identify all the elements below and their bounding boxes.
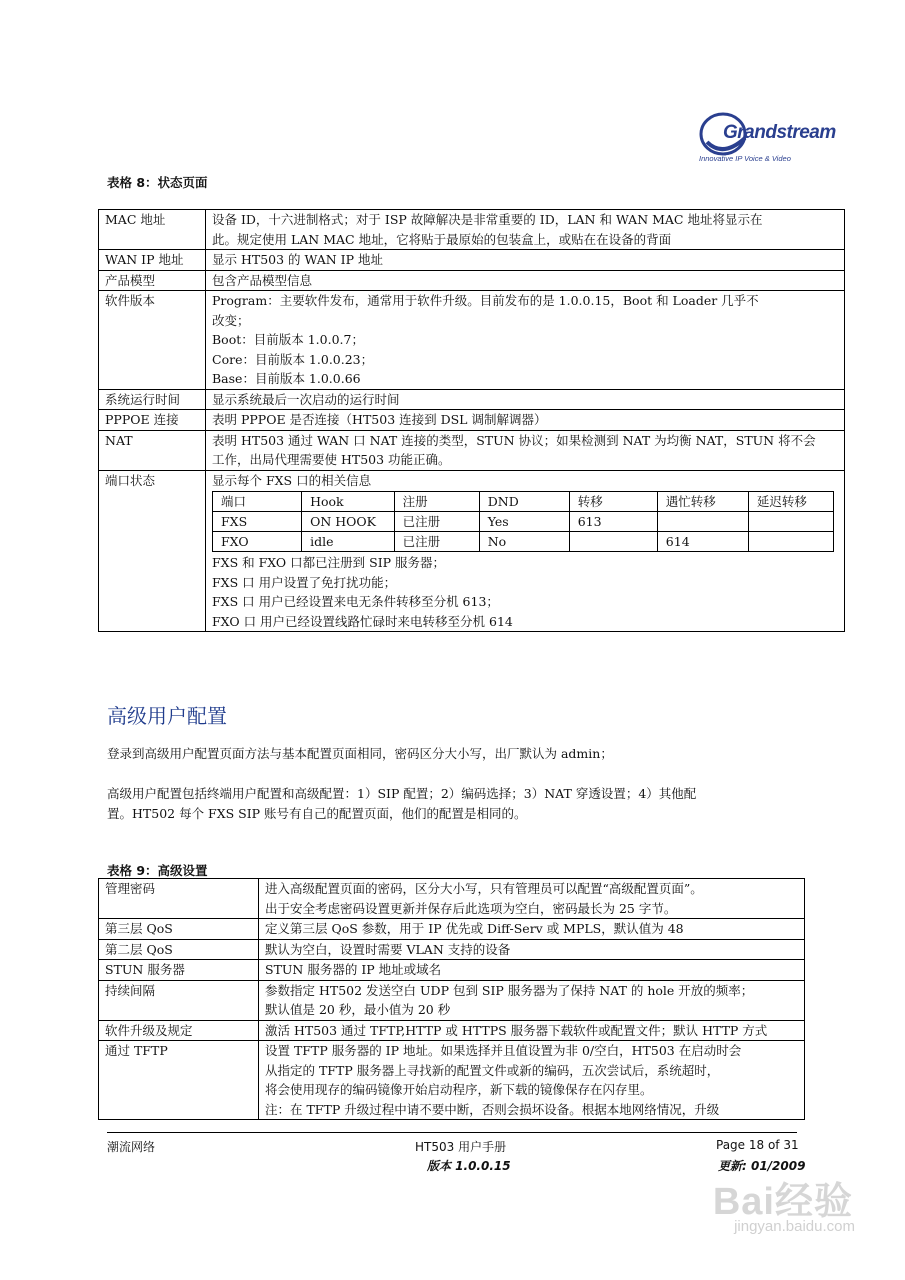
status-description [206, 270, 845, 291]
port-column-header: DND [479, 492, 569, 512]
setting-row [99, 980, 805, 1020]
port-header-row [213, 492, 834, 512]
setting-description-line: 设置 TFTP 服务器的 IP 地址。如果选择并且值设置为非 0/空白，HT503 在启动时会 [265, 1043, 742, 1058]
setting-description-line: 将会使用现存的编码镜像开始启动程序，新下载的镜像保存在闪存里。 [265, 1082, 653, 1097]
status-row [99, 410, 845, 431]
port-column-header: 遇忙转移 [657, 492, 748, 512]
status-row [99, 210, 845, 250]
status-row [99, 291, 845, 390]
status-row [99, 270, 845, 291]
status-label: NAT [99, 430, 206, 470]
setting-description [259, 919, 805, 940]
port-cell [657, 512, 748, 532]
port-cell [748, 532, 833, 552]
port-cell: Yes [479, 512, 569, 532]
grandstream-logo [693, 108, 836, 170]
setting-description [259, 960, 805, 981]
setting-label: 第二层 QoS [99, 939, 259, 960]
setting-row [99, 879, 805, 919]
port-cell [748, 512, 833, 532]
port-status-cell [206, 470, 845, 632]
setting-description-line: 默认为空白，设置时需要 VLAN 支持的设备 [265, 941, 511, 957]
config-paragraph-line: 置。HT502 每个 FXS SIP 账号有自己的配置页面，他们的配置是相同的。 [107, 805, 527, 821]
port-cell: 614 [657, 532, 748, 552]
port-cell: ON HOOK [302, 512, 395, 532]
setting-description-line: 从指定的 TFTP 服务器上寻找新的配置文件或新的编码，五次尝试后，系统超时， [265, 1062, 720, 1078]
status-description-line: Boot：目前版本 1.0.0.7； [212, 332, 364, 347]
status-description-line: 表明 HT503 通过 WAN 口 NAT 连接的类型，STUN 协议；如果检测到 NAT 为均衡 NAT，STUN 将不会 [212, 432, 816, 448]
status-label: WAN IP 地址 [99, 250, 206, 271]
config-paragraph [107, 784, 787, 823]
setting-description [259, 1020, 805, 1041]
status-row [99, 430, 845, 470]
setting-description [259, 939, 805, 960]
status-label: PPPOE 连接 [99, 410, 206, 431]
port-cell: idle [302, 532, 395, 552]
port-cell: 613 [569, 512, 657, 532]
setting-description-line: 默认值是 20 秒，最小值为 20 秒 [265, 1002, 451, 1017]
status-row [99, 250, 845, 271]
intro-paragraph: 登录到高级用户配置页面方法与基本配置页面相同，密码区分大小写，出厂默认为 admin； [107, 746, 613, 761]
setting-description-line: 定义第三层 QoS 参数，用于 IP 优先或 Diff-Serv 或 MPLS，默认值为 48 [265, 921, 684, 936]
port-cell: No [479, 532, 569, 552]
config-paragraph-line: 高级用户配置包括终端用户配置和高级配置：1）SIP 配置；2）编码选择；3）NAT 穿透设置；4）其他配 [107, 786, 697, 801]
logo-brand: Grandstream [723, 122, 836, 143]
status-description-line: 显示 HT503 的 WAN IP 地址 [212, 252, 384, 267]
status-label: 软件版本 [99, 291, 206, 390]
setting-description-line: 激活 HT503 通过 TFTP,HTTP 或 HTTPS 服务器下载软件或配置文件；默认 HTTP 方式 [265, 1022, 768, 1038]
setting-description-line: 注：在 TFTP 升级过程中请不要中断，否则会损坏设备。根据本地网络情况，升级 [265, 1101, 720, 1117]
status-description [206, 430, 845, 470]
port-note: FXS 口 用户设置了免打扰功能； [212, 574, 397, 590]
baidu-watermark-url: jingyan.baidu.com [734, 1218, 855, 1235]
setting-label: 软件升级及规定 [99, 1020, 259, 1041]
status-label: 端口状态 [99, 470, 206, 632]
status-description-line: 工作，出局代理需要使 HT503 功能正确。 [212, 452, 451, 467]
status-description-line: Core：目前版本 1.0.0.23； [212, 351, 374, 367]
setting-row [99, 960, 805, 981]
port-row [213, 532, 834, 552]
status-description [206, 291, 845, 390]
status-description [206, 389, 845, 410]
section-title: 高级用户配置 [107, 704, 227, 728]
port-cell: 已注册 [394, 532, 479, 552]
setting-row [99, 1020, 805, 1041]
port-status-table [212, 491, 834, 552]
status-description [206, 210, 845, 250]
port-cell: FXO [213, 532, 302, 552]
setting-row [99, 939, 805, 960]
advanced-settings-table [98, 878, 805, 1120]
port-cell: FXS [213, 512, 302, 532]
port-column-header: 延迟转移 [748, 492, 833, 512]
status-label: 系统运行时间 [99, 389, 206, 410]
status-description-line: 设备 ID，十六进制格式；对于 ISP 故障解决是非常重要的 ID，LAN 和 WAN MAC 地址将显示在 [212, 212, 763, 227]
baidu-watermark: Bai经验 [712, 1181, 853, 1223]
status-description-line: Program：主要软件发布，通常用于软件升级。目前发布的是 1.0.0.15，Boot 和 Loader 几乎不 [212, 293, 759, 308]
setting-label: 通过 TFTP [99, 1041, 259, 1120]
setting-description [259, 1041, 805, 1120]
port-note: FXS 和 FXO 口都已注册到 SIP 服务器； [212, 555, 446, 570]
setting-label: 管理密码 [99, 879, 259, 919]
setting-label: 持续间隔 [99, 980, 259, 1020]
footer-company: 潮流网络 [107, 1140, 156, 1154]
status-label: 产品模型 [99, 270, 206, 291]
port-cell: 已注册 [394, 512, 479, 532]
table8-caption: 表格 8：状态页面 [107, 175, 208, 190]
status-description-line: Base：目前版本 1.0.0.66 [212, 371, 361, 386]
table9-caption: 表格 9：高级设置 [107, 863, 208, 878]
footer-page-number: Page 18 of 31 [716, 1138, 799, 1152]
status-description [206, 410, 845, 431]
status-row [99, 389, 845, 410]
setting-description-line: 进入高级配置页面的密码，区分大小写，只有管理员可以配置“高级配置页面”。 [265, 881, 703, 896]
status-row [99, 470, 845, 632]
setting-row [99, 1041, 805, 1120]
setting-row [99, 919, 805, 940]
logo-tagline: Innovative IP Voice & Video [699, 154, 791, 163]
status-description-line: 包含产品模型信息 [212, 272, 313, 288]
setting-description-line: STUN 服务器的 IP 地址或域名 [265, 962, 442, 977]
port-note: FXS 口 用户已经设置来电无条件转移至分机 613； [212, 594, 499, 609]
port-row [213, 512, 834, 532]
setting-description [259, 879, 805, 919]
footer-manual-title: HT503 用户手册 [415, 1140, 507, 1154]
status-description-line: 显示系统最后一次启动的运行时间 [212, 391, 400, 407]
footer-updated: 更新: 01/2009 [718, 1159, 806, 1173]
port-column-header: 转移 [569, 492, 657, 512]
setting-description-line: 出于安全考虑密码设置更新并保存后此选项为空白，密码最长为 25 字节。 [265, 900, 677, 916]
status-description-line: 表明 PPPOE 是否连接（HT503 连接到 DSL 调制解调器） [212, 412, 547, 427]
port-column-header: Hook [302, 492, 395, 512]
port-cell [569, 532, 657, 552]
status-description-line: 改变； [212, 312, 250, 328]
port-note: FXO 口 用户已经设置线路忙碌时来电转移至分机 614 [212, 613, 513, 629]
status-table [98, 209, 845, 632]
status-label: MAC 地址 [99, 210, 206, 250]
setting-label: STUN 服务器 [99, 960, 259, 981]
footer-divider [107, 1132, 797, 1133]
footer-version: 版本 1.0.0.15 [427, 1159, 511, 1173]
port-column-header: 注册 [394, 492, 479, 512]
status-description-line: 此。规定使用 LAN MAC 地址，它将贴于最原始的包装盒上，或贴在在设备的背面 [212, 231, 672, 247]
status-description [206, 250, 845, 271]
setting-description [259, 980, 805, 1020]
setting-description-line: 参数指定 HT502 发送空白 UDP 包到 SIP 服务器为了保持 NAT 的 hole 开放的频率； [265, 982, 754, 998]
port-column-header: 端口 [213, 492, 302, 512]
setting-label: 第三层 QoS [99, 919, 259, 940]
port-status-intro: 显示每个 FXS 口的相关信息 [212, 472, 372, 488]
